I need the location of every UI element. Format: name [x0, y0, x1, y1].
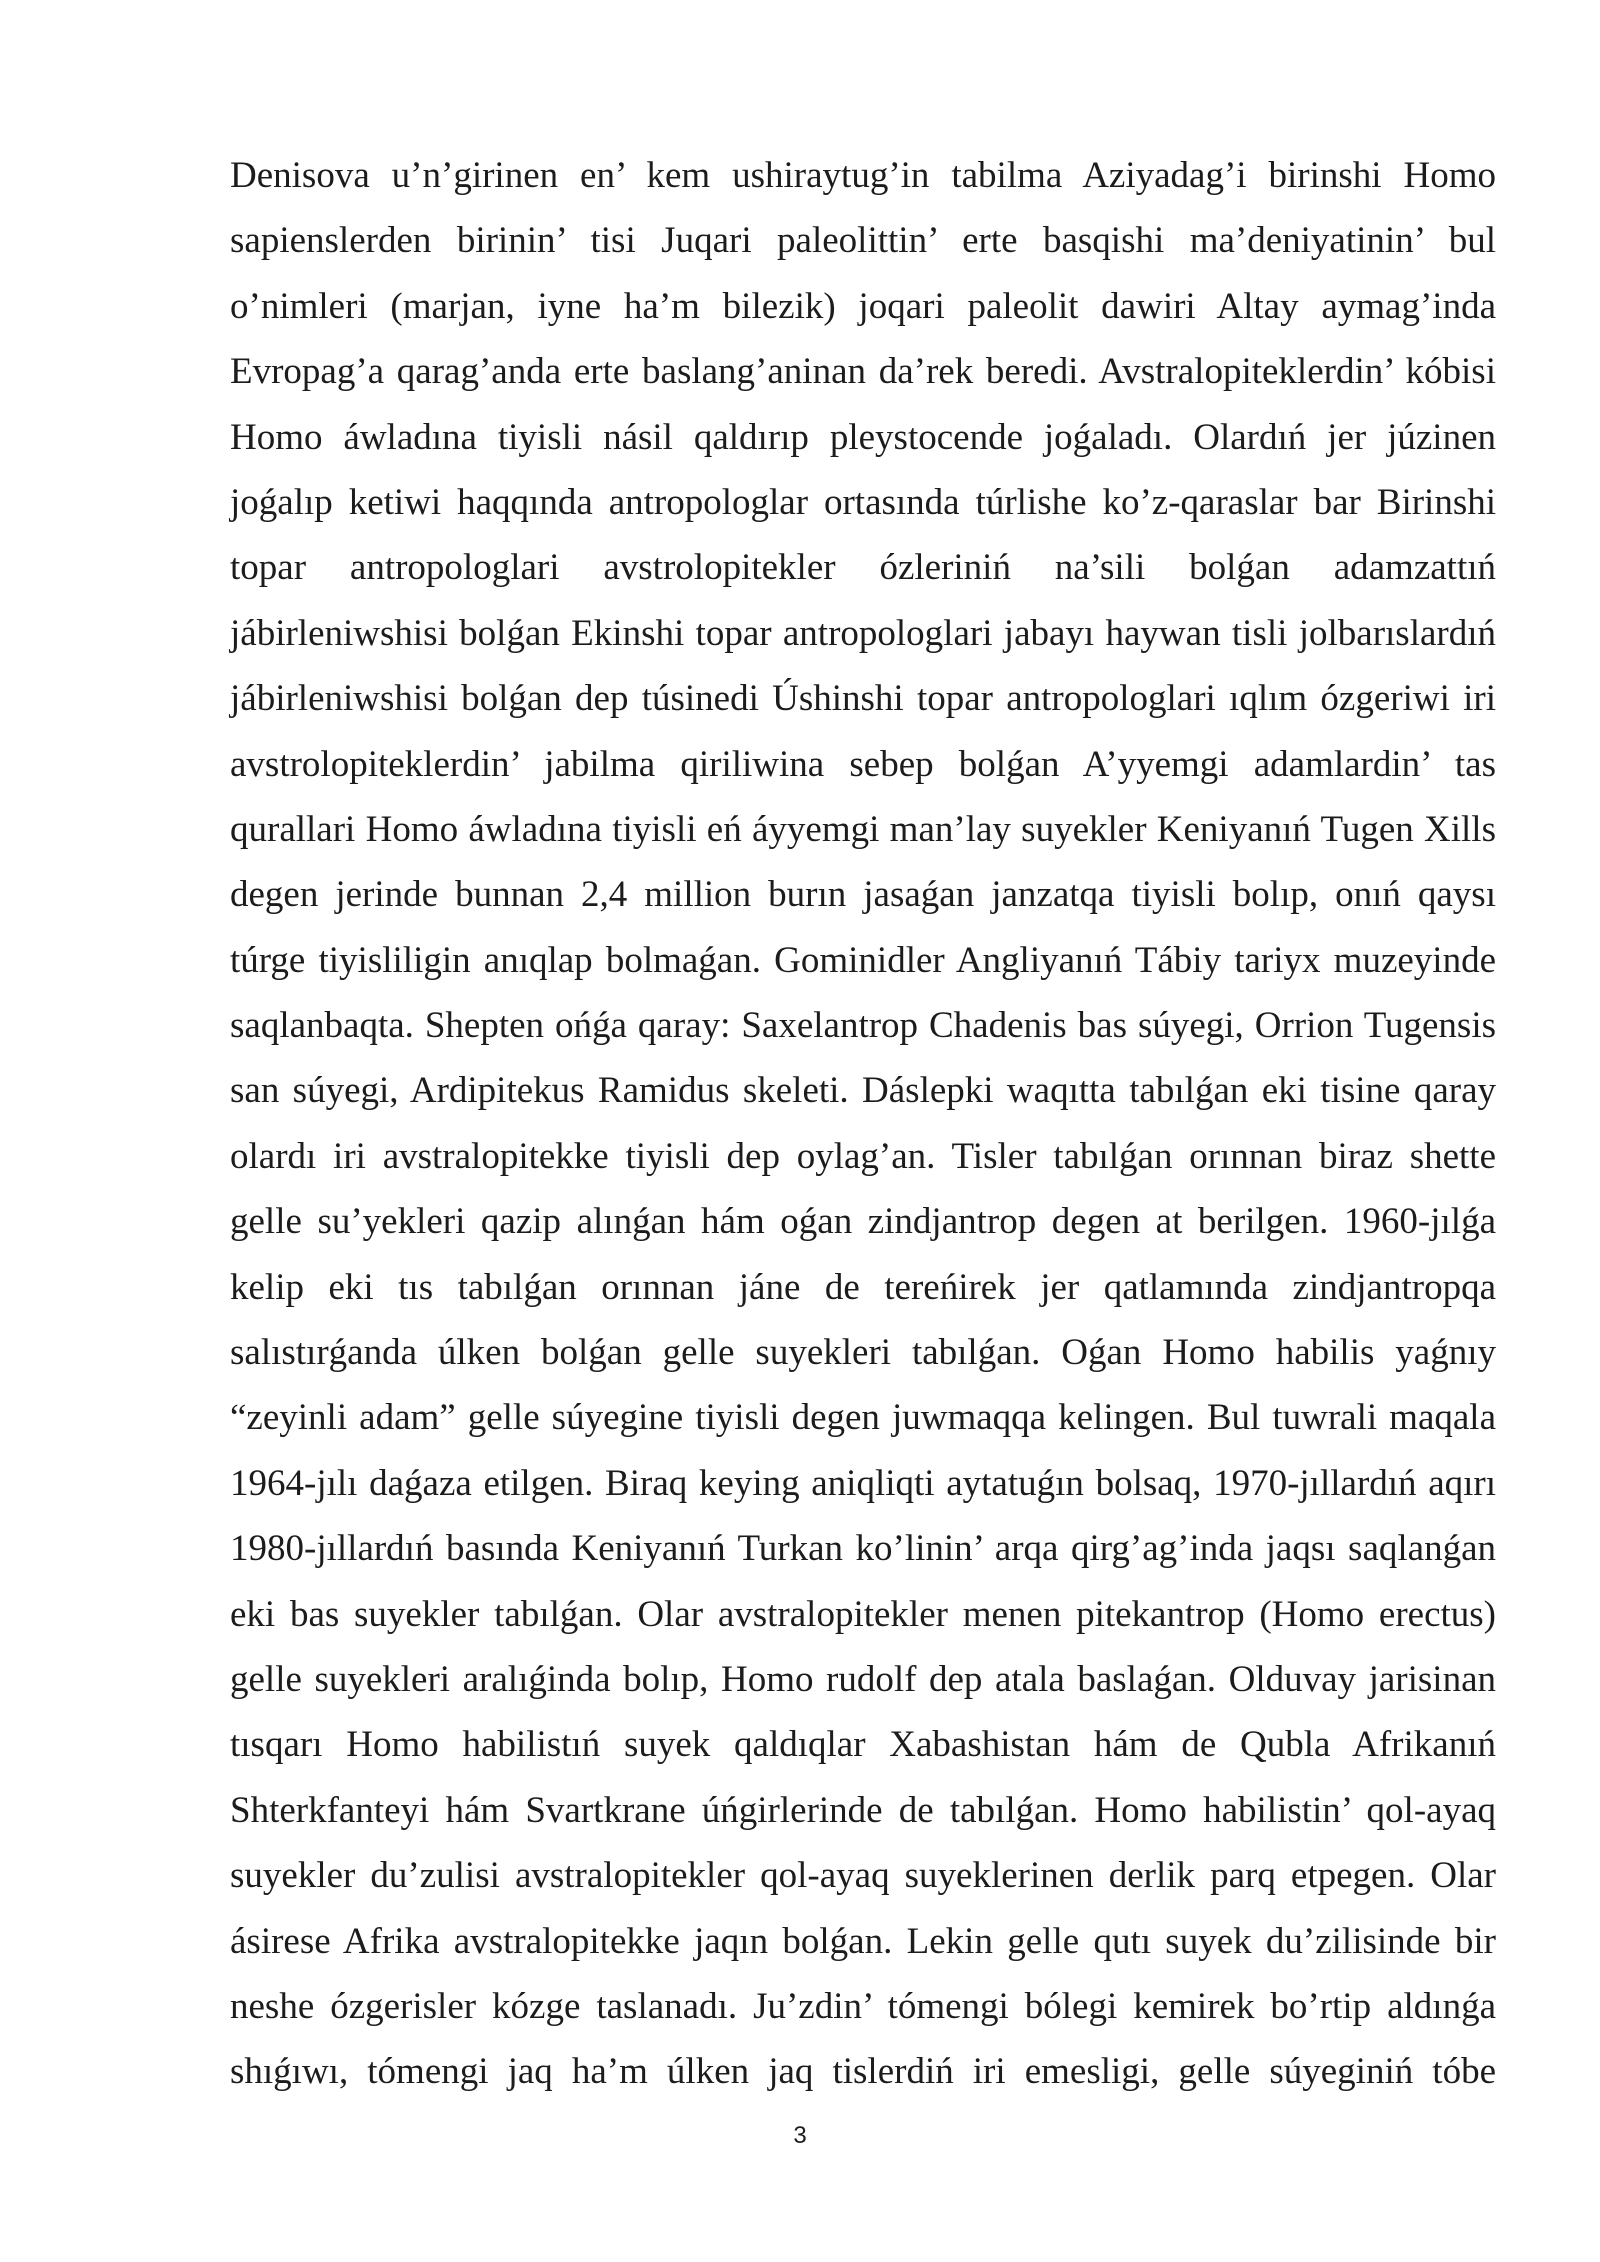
- text-line: tısqarı Homo habilistıń suyek qaldıqlar Xabashistan hám de Qubla Afrikanıń: [230, 1724, 1496, 1766]
- text-line: jábirleniwshisi bolǵan dep túsinedi Úshinshi topar antropologlari ıqlım ózgeriwi iri: [230, 678, 1496, 720]
- text-line: qurallari Homo áwladına tiyisli eń áyyemgi man’lay suyekler Keniyanıń Tugen Xills: [230, 808, 1496, 850]
- text-line: sapienslerden birinin’ tisi Juqari paleolittin’ erte basqishi ma’deniyatinin’ bul: [230, 220, 1496, 262]
- text-line: o’nimleri (marjan, iyne ha’m bilezik) joqari paleolit dawiri Altay aymag’inda: [230, 285, 1496, 327]
- text-line: neshe ózgerisler kózge taslanadı. Ju’zdin’ tómengi bólegi kemirek bo’rtip aldınǵa: [230, 1985, 1496, 2027]
- text-line: “zeyinli adam” gelle súyegine tiyisli degen juwmaqqa kelingen. Bul tuwrali maqala: [230, 1397, 1496, 1439]
- text-line: 1964-jılı daǵaza etilgen. Biraq keying aniqliqti aytatuǵın bolsaq, 1970-jıllardıń aqırı: [230, 1462, 1496, 1504]
- body-paragraph: [230, 146, 1496, 2108]
- text-line: túrge tiyisliligin anıqlap bolmaǵan. Gominidler Angliyanıń Tábiy tariyx muzeyinde: [230, 939, 1496, 981]
- text-line: avstrolopiteklerdin’ jabilma qiriliwina sebep bolǵan A’yyemgi adamlardin’ tas: [230, 743, 1496, 785]
- text-line: shıǵıwı, tómengi jaq ha’m úlken jaq tislerdiń iri emesligi, gelle súyeginiń tóbe: [230, 2051, 1496, 2093]
- text-line: gelle suyekleri aralıǵinda bolıp, Homo rudolf dep atala baslaǵan. Olduvay jarisinan: [230, 1658, 1496, 1700]
- text-line: topar antropologlari avstrolopitekler ózleriniń na’sili bolǵan adamzattıń: [230, 547, 1496, 589]
- text-line: ásirese Afrika avstralopitekke jaqın bolǵan. Lekin gelle qutı suyek du’zilisinde bir: [230, 1920, 1496, 1962]
- text-line: eki bas suyekler tabılǵan. Olar avstralopitekler menen pitekantrop (Homo erectus): [230, 1593, 1496, 1635]
- text-line: suyekler du’zulisi avstralopitekler qol-ayaq suyeklerinen derlik parq etpegen. Olar: [230, 1855, 1496, 1897]
- text-line: olardı iri avstralopitekke tiyisli dep oylag’an. Tisler tabılǵan orınnan biraz shette: [230, 1135, 1496, 1177]
- text-line: degen jerinde bunnan 2,4 million burın jasaǵan janzatqa tiyisli bolıp, onıń qaysı: [230, 874, 1496, 916]
- text-line: gelle su’yekleri qazip alınǵan hám oǵan zindjantrop degen at berilgen. 1960-jılǵa: [230, 1201, 1496, 1243]
- text-line: Shterkfanteyi hám Svartkrane úńgirlerinde de tabılǵan. Homo habilistin’ qol-ayaq: [230, 1789, 1496, 1831]
- text-line: Evropag’a qarag’anda erte baslang’aninan da’rek beredi. Avstralopiteklerdin’ kóbisi: [230, 351, 1496, 393]
- text-line: Denisova u’n’girinen en’ kem ushiraytug’in tabilma Aziyadag’i birinshi Homo: [230, 155, 1496, 196]
- text-line: 1980-jıllardıń basında Keniyanıń Turkan ko’linin’ arqa qirg’ag’inda jaqsı saqlanǵan: [230, 1528, 1496, 1570]
- text-line: joǵalıp ketiwi haqqında antropologlar ortasında túrlishe ko’z-qaraslar bar Birinshi: [230, 481, 1496, 523]
- text-line: salıstırǵanda úlken bolǵan gelle suyekleri tabılǵan. Oǵan Homo habilis yaǵnıy: [230, 1332, 1496, 1374]
- text-line: Homo áwladına tiyisli násil qaldırıp pleystocende joǵaladı. Olardıń jer júzinen: [230, 416, 1496, 458]
- text-line: kelip eki tıs tabılǵan orınnan jáne de tereńirek jer qatlamında zindjantropqa: [230, 1266, 1496, 1308]
- text-line: san súyegi, Ardipitekus Ramidus skeleti. Dáslepki waqıtta tabılǵan eki tisine qaray: [230, 1070, 1496, 1112]
- page-number: 3: [793, 2122, 807, 2149]
- text-line: jábirleniwshisi bolǵan Ekinshi topar antropologlari jabayı haywan tisli jolbarıslardıń: [230, 612, 1496, 654]
- text-line: saqlanbaqta. Shepten ońǵa qaray: Saxelantrop Chadenis bas súyegi, Orrion Tugensis: [230, 1005, 1496, 1047]
